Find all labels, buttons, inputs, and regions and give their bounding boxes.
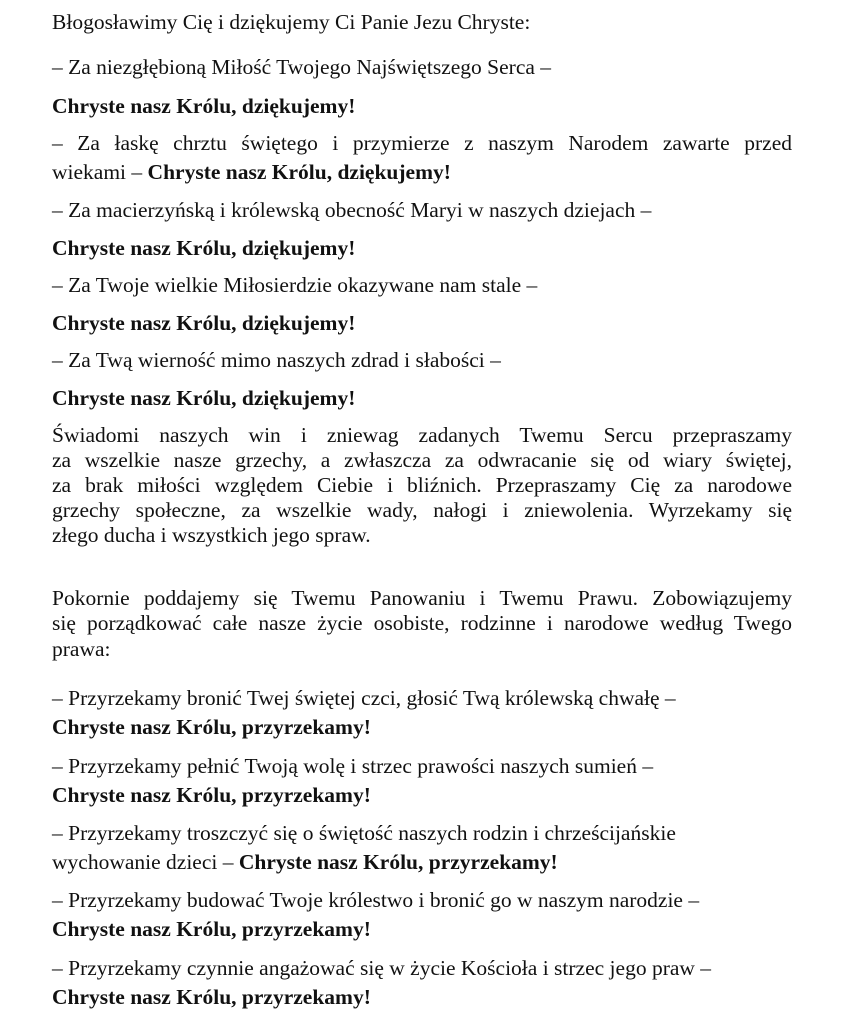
thanks-line-2b-text: wiekami – <box>52 160 143 184</box>
apology-line-2: za wszelkie nasze grzechy, a zwłaszcza za odwracanie się od wiary świętej, <box>52 448 792 472</box>
thanks-response-4: Chryste nasz Królu, dziękujemy! <box>52 311 356 335</box>
promise-line-3a: – Przyrzekamy troszczyć się o świętość naszych rodzin i chrześcijańskie <box>52 821 676 845</box>
promise-line-3b <box>52 848 792 876</box>
thanks-line-2a: – Za łaskę chrztu świętego i przymierze z naszym Narodem zawarte przed <box>52 131 792 155</box>
promise-line-4: – Przyrzekamy budować Twoje królestwo i bronić go w naszym narodzie – <box>52 888 700 912</box>
promise-response-5: Chryste nasz Królu, przyrzekamy! <box>52 985 371 1009</box>
submission-line-3: prawa: <box>52 637 111 661</box>
promise-response-3: Chryste nasz Królu, przyrzekamy! <box>238 850 558 874</box>
promise-line-2: – Przyrzekamy pełnić Twoją wolę i strzec prawości naszych sumień – <box>52 754 654 778</box>
submission-line-2: się porządkować całe nasze życie osobiste, rodzinne i narodowe według Twego <box>52 611 792 635</box>
thanks-response-3: Chryste nasz Królu, dziękujemy! <box>52 236 356 260</box>
promise-line-3b-text: wychowanie dzieci – <box>52 850 234 874</box>
thanks-line-3: – Za macierzyńską i królewską obecność Maryi w naszych dziejach – <box>52 198 652 222</box>
thanks-line-2b <box>52 158 792 186</box>
thanks-line-4: – Za Twoje wielkie Miłosierdzie okazywane nam stale – <box>52 273 538 297</box>
apology-line-3: za brak miłości względem Ciebie i bliźnich. Przepraszamy Cię za narodowe <box>52 473 792 497</box>
promise-response-1: Chryste nasz Królu, przyrzekamy! <box>52 715 371 739</box>
thanks-line-1: – Za niezgłębioną Miłość Twojego Najświętszego Serca – <box>52 55 552 79</box>
submission-line-1: Pokornie poddajemy się Twemu Panowaniu i Twemu Prawu. Zobowiązujemy <box>52 586 792 610</box>
promise-response-2: Chryste nasz Królu, przyrzekamy! <box>52 783 371 807</box>
promise-response-4: Chryste nasz Królu, przyrzekamy! <box>52 917 371 941</box>
apology-line-5: złego ducha i wszystkich jego spraw. <box>52 523 371 547</box>
thanks-response-1: Chryste nasz Królu, dziękujemy! <box>52 94 356 118</box>
apology-line-1: Świadomi naszych win i zniewag zadanych Twemu Sercu przepraszamy <box>52 423 792 447</box>
thanks-response-2: Chryste nasz Królu, dziękujemy! <box>147 160 451 184</box>
thanks-line-5: – Za Twą wierność mimo naszych zdrad i słabości – <box>52 348 501 372</box>
promise-line-1: – Przyrzekamy bronić Twej świętej czci, głosić Twą królewską chwałę – <box>52 686 676 710</box>
intro-line: Błogosławimy Cię i dziękujemy Ci Panie Jezu Chryste: <box>52 10 531 34</box>
apology-line-4: grzechy społeczne, za wszelkie wady, nałogi i zniewolenia. Wyrzekamy się <box>52 498 792 522</box>
promise-line-5: – Przyrzekamy czynnie angażować się w życie Kościoła i strzec jego praw – <box>52 956 712 980</box>
thanks-response-5: Chryste nasz Królu, dziękujemy! <box>52 386 356 410</box>
